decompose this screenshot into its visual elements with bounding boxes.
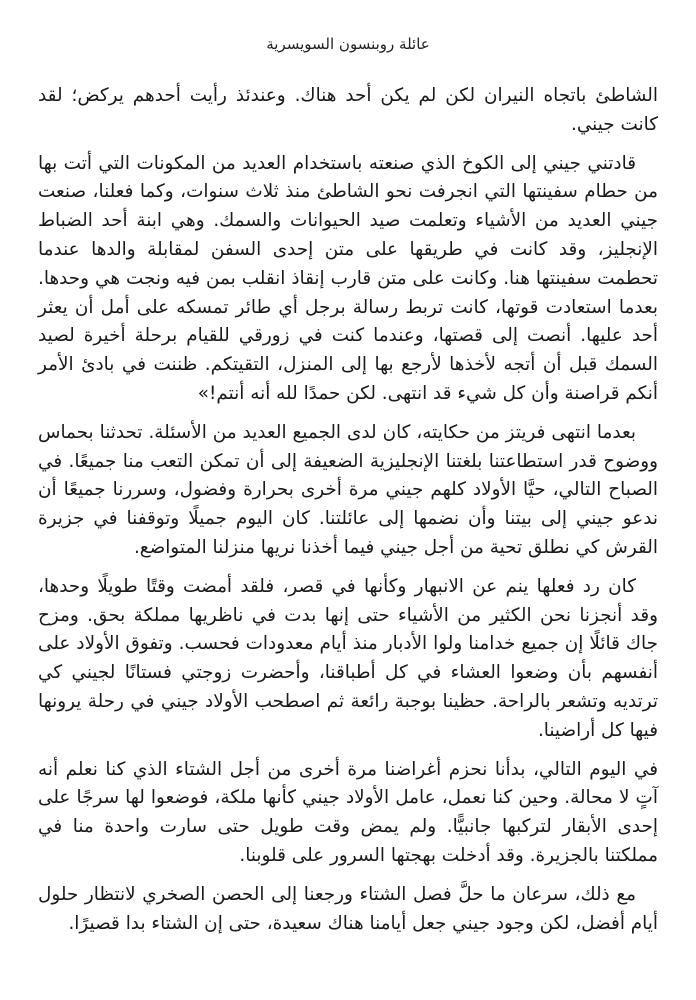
paragraph: قادتني جيني إلى الكوخ الذي صنعته باستخدام العديد من المكونات التي أتت بها من حطام سفينتها التي انجرفت نحو الشاطئ منذ ثلاث سنوات، وكما فعلنا، صنعت جيني العديد من الأشياء وتعلمت صيد الحيوانات والسمك. وهي ابنة أحد الضباط الإنجليز، وقد كانت في طريقها على متن إحدى السفن لمقابلة والدها عندما تحطمت سفينتها هنا. وكانت على متن قارب إنقاذ انقلب بمن فيه ونجت هي وحدها. بعدما استعادت قوتها، كانت تربط رسالة برجل أي طائر تمسكه على أمل أن يعثر أحد عليها. أنصت إلى قصتها، وعندما كنت في زورقي للقيام برحلة أخيرة لصيد السمك قبل أن أتجه لأخذها لأرجع بها إلى المنزل، التقيتكم. ظننت في بادئ الأمر أنكم قراصنة وأن كل شيء قد انتهى. لكن حمدًا لله أنه أنتم!»	[38, 152, 658, 404]
paragraph: مع ذلك، سرعان ما حلَّ فصل الشتاء ورجعنا إلى الحصن الصخري لانتظار حلول أيام أفضل، لكن وجود جيني جعل أيامنا هناك سعيدة، حتى إن الشتاء بدا قصيرًا.	[38, 883, 658, 934]
paragraph-continued: الشاطئ باتجاه النيران لكن لم يكن أحد هناك. وعندئذ رأيت أحدهم يركض؛ لقد كانت جيني.	[38, 85, 658, 135]
running-header-title: عائلة روبنسون السويسرية	[266, 35, 430, 53]
paragraph: بعدما انتهى فريتز من حكايته، كان لدى الجميع العديد من الأسئلة. تحدثنا بحماس ووضوح قدر استطاعتنا بلغتنا الإنجليزية الضعيفة إلى أن تمكن التعب منا جميعًا. في الصباح التالي، حيَّا الأولاد كلهم جيني مرة أخرى بحرارة وفضول، وسررنا جميعًا أن ندعو جيني إلى بيتنا وأن نضمها إلى عائلتنا. كان اليوم جميلًا وتوقفنا في جزيرة القرش كي نطلق تحية من أجل جيني فيما أخذنا نريها منزلنا المتواضع.	[38, 421, 658, 558]
book-page	[38, 0, 658, 1000]
paragraph: في اليوم التالي، بدأنا نحزم أغراضنا مرة أخرى من أجل الشتاء الذي كنا نعلم أنه آتٍ لا محالة. وحين كنا نعمل، عامل الأولاد جيني كأنها ملكة، فوضعوا لها سرجًا على إحدى الأبقار لتركبها جانبيًّا. ولم يمض وقت طويل حتى سارت واحدة منا في مملكتنا بالجزيرة. وقد أدخلت بهجتها السرور على قلوبنا.	[38, 758, 658, 866]
paragraph: كان رد فعلها ينم عن الانبهار وكأنها في قصر، فلقد أمضت وقتًا طويلًا وحدها، وقد أنجزنا نحن الكثير من الأشياء حتى إنها بدت في ناظريها مملكة بحق. ومزح جاك قائلًا إن جميع خدامنا ولوا الأدبار منذ أيام معدودات فحسب. وتفوق الأولاد على أنفسهم بأن وضعوا العشاء في كل أطباقنا، وأحضرت زوجتي فستانًا لجيني كي ترتديه وتشعر بالراحة. حظينا بوجبة رائعة ثم اصطحب الأولاد جيني في رحلة يرونها فيها كل أراضينا.	[38, 575, 658, 741]
body-text	[38, 82, 658, 948]
